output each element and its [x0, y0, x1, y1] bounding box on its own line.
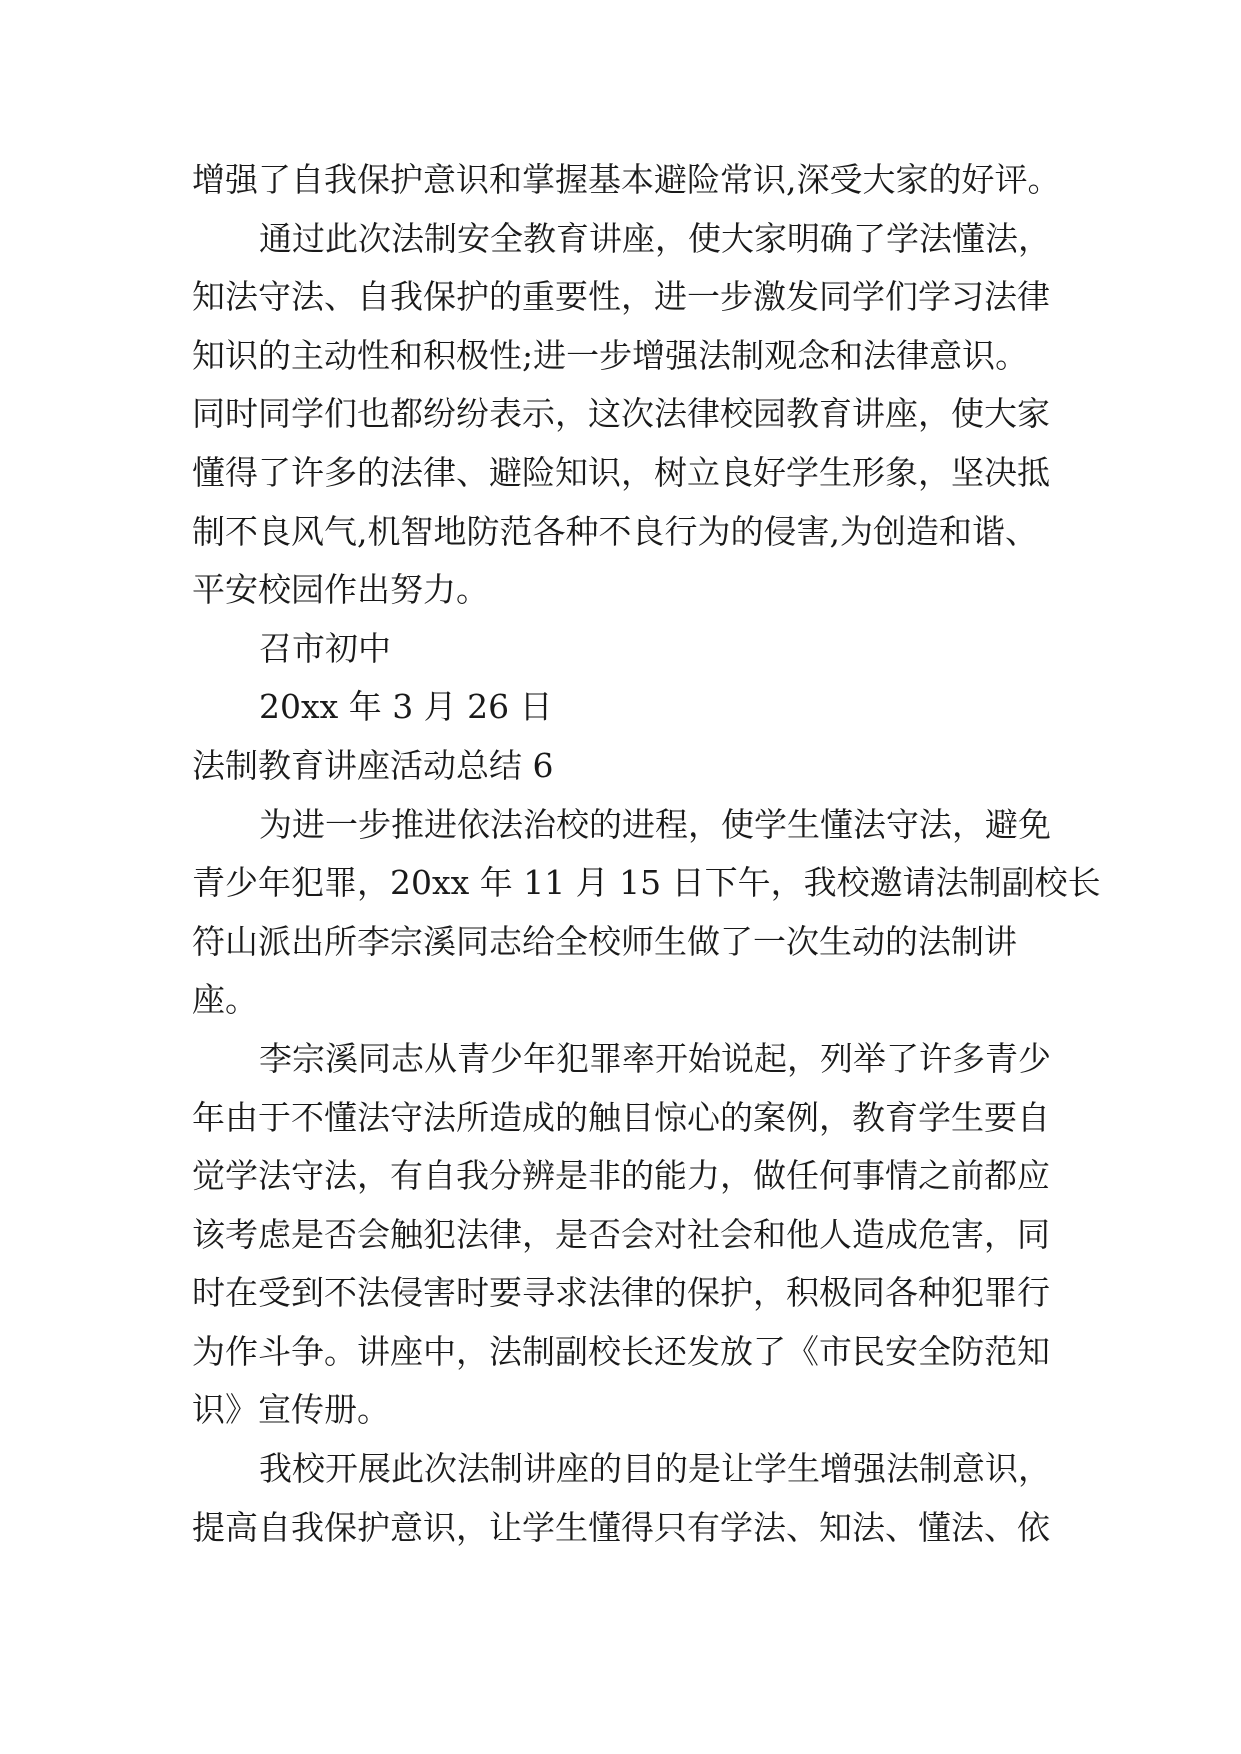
text-line: 为进一步推进依法治校的进程，使学生懂法守法，避免	[259, 804, 1051, 844]
text-line: 知法守法、自我保护的重要性，进一步激发同学们学习法律	[192, 277, 1050, 317]
text-line: 觉学法守法，有自我分辨是非的能力，做任何事情之前都应	[192, 1156, 1050, 1196]
text-line: 座。	[192, 980, 258, 1020]
text-line: 我校开展此次法制讲座的目的是让学生增强法制意识，	[259, 1449, 1051, 1489]
paragraph	[0, 210, 1241, 620]
text-line: 符山派出所李宗溪同志给全校师生做了一次生动的法制讲	[192, 921, 1017, 961]
text-line: 通过此次法制安全教育讲座，使大家明确了学法懂法，	[259, 218, 1051, 258]
text-line: 青少年犯罪，20xx 年 11 月 15 日下午，我校邀请法制副校长	[192, 863, 1101, 903]
signature-date	[0, 678, 1241, 737]
text-line: 时在受到不法侵害时要寻求法律的保护，积极同各种犯罪行	[192, 1273, 1050, 1313]
text-line: 识》宣传册。	[192, 1390, 390, 1430]
text-line: 同时同学们也都纷纷表示，这次法律校园教育讲座，使大家	[192, 394, 1050, 434]
text-line: 李宗溪同志从青少年犯罪率开始说起，列举了许多青少	[259, 1038, 1051, 1078]
text-line: 平安校园作出努力。	[192, 570, 489, 610]
paragraph-continuation	[0, 151, 1241, 210]
text-line: 增强了自我保护意识和掌握基本避险常识,深受大家的好评。	[192, 160, 1061, 199]
paragraph	[0, 1440, 1241, 1557]
text-line: 年由于不懂法守法所造成的触目惊心的案例，教育学生要自	[192, 1097, 1050, 1137]
text-line: 知识的主动性和积极性;进一步增强法制观念和法律意识。	[192, 335, 1029, 375]
text-line: 20xx 年 3 月 26 日	[259, 687, 553, 727]
text-line: 该考虑是否会触犯法律，是否会对社会和他人造成危害，同	[192, 1214, 1050, 1254]
signature-school	[0, 620, 1241, 679]
document-page	[0, 151, 1241, 1557]
text-line: 为作斗争。讲座中，法制副校长还发放了《市民安全防范知	[192, 1331, 1050, 1371]
text-line: 召市初中	[259, 628, 391, 668]
heading-text: 法制教育讲座活动总结 6	[192, 745, 554, 785]
text-line: 制不良风气,机智地防范各种不良行为的侵害,为创造和谐、	[192, 511, 1038, 551]
text-line: 懂得了许多的法律、避险知识，树立良好学生形象，坚决抵	[192, 452, 1050, 492]
text-line: 提高自我保护意识，让学生懂得只有学法、知法、懂法、依	[192, 1507, 1050, 1547]
section-heading	[0, 737, 1241, 796]
paragraph	[0, 796, 1241, 1030]
paragraph	[0, 1030, 1241, 1440]
